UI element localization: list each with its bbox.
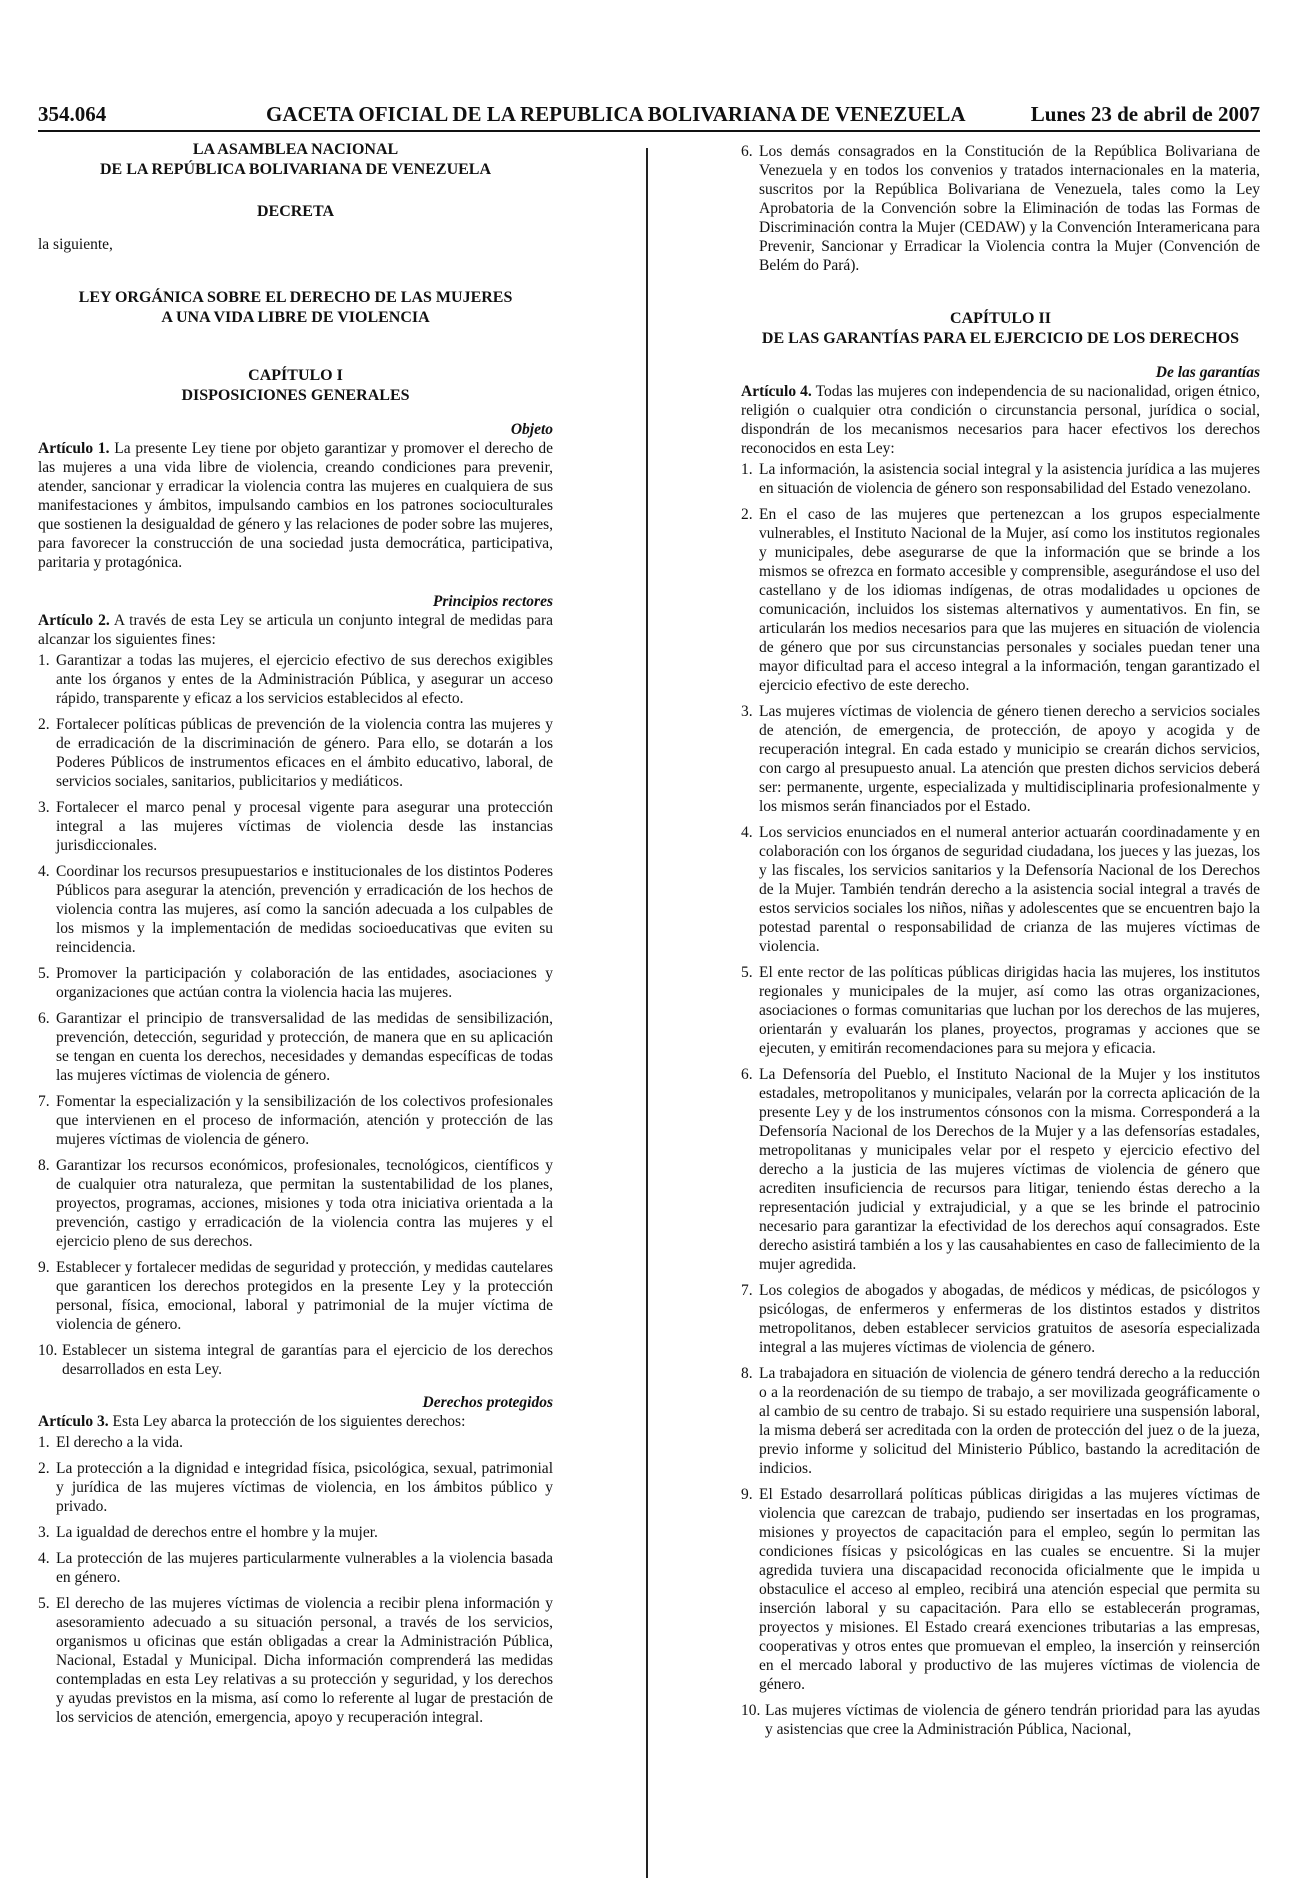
item-text: El Estado desarrollará políticas públicas dirigidas a las mujeres víctimas de violencia que carezcan de trabajo, pudiendo ser insertadas en los programas, misiones y proyectos de capacitación para el empleo, según lo permitan las condiciones físicas y psicológicas en las cuales se encuentre. Si la mujer agredida tuviera una discapacidad reconocida oficialmente que le impida u obstaculice el acceso al empleo, recibirá una atención especial que permita su inserción laboral y su capacitación. Para ello se establecerán programas, proyectos y misiones. El Estado creará exenciones tributarias a las empresas, cooperativas y otros entes que promuevan el empleo, la inserción y reinserción en el mercado laboral y productivo de las mujeres víctimas de violencia de género.	[759, 1486, 1260, 1693]
item-text: Establecer y fortalecer medidas de seguridad y protección, y medidas cautelares que garanticen los derechos protegidos en la presente Ley y la protección personal, física, emocional, laboral y patrimonial de la mujer víctima de violencia de género.	[56, 1259, 553, 1333]
chapter-1-title: DISPOSICIONES GENERALES	[181, 387, 410, 404]
item-number: 2.	[741, 506, 753, 523]
item-number: 7.	[741, 1282, 753, 1299]
item-text: La información, la asistencia social integral y la asistencia jurídica a las mujeres en situación de violencia de género son responsabilidad del Estado venezolano.	[759, 461, 1260, 497]
right-column	[741, 140, 1260, 1746]
left-column	[38, 140, 553, 1734]
la-siguiente-text: la siguiente,	[38, 236, 113, 253]
list-item	[741, 1701, 1260, 1739]
item-number: 1.	[741, 461, 753, 478]
list-item	[38, 1092, 553, 1149]
item-number: 8.	[741, 1365, 753, 1382]
item-number: 1.	[38, 1434, 50, 1451]
article-3-text: Esta Ley abarca la protección de los siguientes derechos:	[112, 1413, 466, 1430]
item-text: Fomentar la especialización y la sensibilización de los colectivos profesionales que intervienen en el proceso de información, atención y protección de las mujeres víctimas de violencia de género.	[56, 1093, 553, 1148]
chapter-2-title: DE LAS GARANTÍAS PARA EL EJERCICIO DE LOS DERECHOS	[761, 330, 1240, 347]
list-item	[38, 715, 553, 791]
article-3-label: Artículo 3.	[38, 1413, 109, 1430]
article-1-label: Artículo 1.	[38, 440, 110, 457]
item-text: La trabajadora en situación de violencia de género tendrá derecho a la reducción o a la reordenación de su tiempo de trabajo, a ser movilizada geográficamente o al cambio de su centro de trabajo. Si su estado requiriere una suspensión laboral, la misma deberá ser acreditada con la orden de protección del juez o de la jueza, previo informe y solicitud del Ministerio Público, bastando la acreditación de indicios.	[759, 1365, 1260, 1477]
item-text: Las mujeres víctimas de violencia de género tienen derecho a servicios sociales de atención, de emergencia, de protección, de apoyo y acogida y de recuperación integral. En cada estado y municipio se crearán dichos servicios, con cargo al presupuesto anual. La atención que presten dichos servicios deberá ser: permanente, urgente, especializada y multidisciplinaria profesionalmente y los mismos serán financiados por el Estado.	[759, 703, 1260, 815]
item-number: 3.	[38, 799, 50, 816]
chapter-2-heading: CAPÍTULO II	[950, 310, 1051, 327]
item-number: 4.	[38, 1550, 50, 1567]
item-text: Los servicios enunciados en el numeral anterior actuarán coordinadamente y en colaboración con los órganos de seguridad ciudadana, los jueces y las juezas, los y las fiscales, los servicios sanitarios y la Defensoría Nacional de los Derechos de la Mujer. También tendrán derecho a la asistencia social integral a través de estos servicios sociales los niños, niñas y adolescentes que se encuentren bajo la potestad parental o responsabilidad de crianza de las mujeres víctimas de violencia.	[759, 824, 1260, 955]
assembly-heading-line2: DE LA REPÚBLICA BOLIVARIANA DE VENEZUELA	[99, 161, 492, 178]
decreta-heading: DECRETA	[256, 203, 335, 220]
chapter-1-heading: CAPÍTULO I	[248, 367, 343, 384]
item-text: Garantizar los recursos económicos, profesionales, tecnológicos, científicos y de cualquier otra naturaleza, que permitan la sustentabilidad de los planes, proyectos, programas, acciones, misiones y toda otra iniciativa orientada a la prevención, castigo y erradicación de la violencia contra las mujeres y el ejercicio pleno de sus derechos.	[56, 1157, 553, 1250]
item-text: La protección a la dignidad e integridad física, psicológica, sexual, patrimonial y jurídica de las mujeres víctimas de violencia, en los ámbitos público y privado.	[56, 1460, 553, 1515]
list-item	[38, 1009, 553, 1085]
gazette-title: GACETA OFICIAL DE LA REPUBLICA BOLIVARIANA DE VENEZUELA	[266, 102, 966, 126]
article-2	[38, 611, 553, 649]
page-number: 354.064	[38, 102, 107, 126]
law-title-line2: A UNA VIDA LIBRE DE VIOLENCIA	[161, 309, 430, 326]
list-item	[741, 823, 1260, 956]
item-number: 10.	[38, 1342, 58, 1359]
item-number: 9.	[38, 1259, 50, 1276]
item-number: 2.	[38, 716, 50, 733]
item-number: 5.	[38, 965, 50, 982]
list-item	[38, 1459, 553, 1516]
item-number: 4.	[38, 863, 50, 880]
article-3	[38, 1412, 553, 1431]
article-2-label: Artículo 2.	[38, 612, 110, 629]
item-text: Establecer un sistema integral de garantías para el ejercicio de los derechos desarrollados en esta Ley.	[62, 1342, 553, 1378]
article-3-heading: Derechos protegidos	[422, 1394, 553, 1411]
item-number: 9.	[741, 1486, 753, 1503]
item-text: En el caso de las mujeres que pertenezcan a los grupos especialmente vulnerables, el Instituto Nacional de la Mujer, así como los institutos regionales y municipales, debe asegurarse de que la información que se brinde a los mismos se ofrezca en formato accesible y comprensible, asegurándose el uso del castellano y de los idiomas indígenas, de otras modalidades u opciones de comunicación, incluidos los sistemas alternativos y aumentativos. En fin, se articularán los medios necesarios para que las mujeres en situación de violencia de género que por sus circunstancias personales y sociales puedan tener una mayor dificultad para el acceso integral a la información, tengan garantizado el ejercicio efectivo de este derecho.	[759, 506, 1260, 694]
list-item	[741, 142, 1260, 275]
list-item	[38, 1523, 553, 1542]
page-header	[38, 100, 1260, 132]
item-text: Garantizar a todas las mujeres, el ejercicio efectivo de sus derechos exigibles ante los órganos y entes de la Administración Pública, y asegurar un acceso rápido, transparente y eficaz a los servicios establecidos al efecto.	[56, 652, 553, 707]
article-4	[741, 382, 1260, 458]
item-number: 7.	[38, 1093, 50, 1110]
item-number: 10.	[741, 1702, 761, 1719]
item-text: La protección de las mujeres particularmente vulnerables a la violencia basada en género.	[56, 1550, 553, 1586]
item-number: 3.	[741, 703, 753, 720]
item-text: Los colegios de abogados y abogadas, de médicos y médicas, de psicólogos y psicólogas, de enfermeros y enfermeras de los distintos estados y distritos metropolitanos, deben establecer servicios gratuitos de asesoría especializada integral a las mujeres víctimas de violencia de género.	[759, 1282, 1260, 1356]
item-text: El derecho de las mujeres víctimas de violencia a recibir plena información y asesoramiento adecuado a su situación personal, a través de los servicios, organismos u oficinas que están obligadas a crear la Administración Pública, Nacional, Estadal y Municipal. Dicha información comprenderá las medidas contempladas en esta Ley relativas a su protección y seguridad, y los derechos y ayudas previstos en la misma, así como lo referente al lugar de prestación de los servicios de atención, emergencia, apoyo y recuperación integral.	[56, 1595, 553, 1726]
item-number: 5.	[741, 964, 753, 981]
assembly-heading-line1: LA ASAMBLEA NACIONAL	[192, 141, 399, 158]
item-text: Promover la participación y colaboración de las entidades, asociaciones y organizaciones que actúan contra la violencia hacia las mujeres.	[56, 965, 553, 1001]
item-text: Coordinar los recursos presupuestarios e institucionales de los distintos Poderes Públicos para asegurar la atención, prevención y erradicación de los hechos de violencia contra las mujeres, así como la sanción adecuada a los culpables de los mismos y la implementación de medidas socioeducativas que eviten su reincidencia.	[56, 863, 553, 956]
list-item	[38, 1433, 553, 1452]
article-2-heading: Principios rectores	[432, 593, 553, 610]
item-text: Fortalecer el marco penal y procesal vigente para asegurar una protección integral a las mujeres víctimas de violencia desde las instancias jurisdiccionales.	[56, 799, 553, 854]
item-number: 5.	[38, 1595, 50, 1612]
list-item	[38, 1258, 553, 1334]
list-item	[38, 798, 553, 855]
list-item	[38, 1341, 553, 1379]
article-1-text: La presente Ley tiene por objeto garantizar y promover el derecho de las mujeres a una vida libre de violencia, creando condiciones para prevenir, atender, sancionar y erradicar la violencia contra las mujeres en cualquiera de sus manifestaciones y ámbitos, impulsando cambios en los patrones socioculturales que sostienen la desigualdad de género y las relaciones de poder sobre las mujeres, para favorecer la construcción de una sociedad justa democrática, participativa, paritaria y protagónica.	[38, 440, 553, 571]
item-text: El derecho a la vida.	[56, 1434, 183, 1451]
item-text: La Defensoría del Pueblo, el Instituto Nacional de la Mujer y los institutos estadales, metropolitanos y municipales, velarán por la correcta aplicación de la presente Ley y de los instrumentos cónsonos con la misma. Corresponderá a la Defensoría Nacional de los Derechos de la Mujer y a las defensorías estadales, metropolitanas y municipales velar por el respeto y ejercicio efectivo del derecho a la justicia de las mujeres víctimas de violencia de género que acrediten insuficiencia de recursos para litigar, teniendo éstas derecho a la representación judicial y extrajudicial, y a que se les brinde el patrocinio necesario para garantizar la efectividad de los derechos aquí consagrados. Este derecho asistirá también a los y las causahabientes en caso de fallecimiento de la mujer agredida.	[759, 1066, 1260, 1273]
list-item	[741, 963, 1260, 1058]
article-1	[38, 439, 553, 572]
law-title-line1: LEY ORGÁNICA SOBRE EL DERECHO DE LAS MUJERES	[78, 289, 513, 306]
article-4-list	[741, 460, 1260, 1739]
list-item	[38, 651, 553, 708]
list-item	[38, 862, 553, 957]
article-1-heading: Objeto	[510, 421, 553, 438]
list-item	[38, 1594, 553, 1727]
issue-date: Lunes 23 de abril de 2007	[1030, 102, 1260, 126]
article-3-list	[38, 1433, 553, 1727]
item-number: 6.	[38, 1010, 50, 1027]
column-divider	[646, 148, 648, 1878]
item-number: 2.	[38, 1460, 50, 1477]
list-item	[741, 505, 1260, 695]
item-text: Las mujeres víctimas de violencia de género tendrán prioridad para las ayudas y asistencias que cree la Administración Pública, Nacional,	[765, 1702, 1260, 1738]
item-number: 6.	[741, 1066, 753, 1083]
list-item	[741, 1364, 1260, 1478]
list-item	[741, 1065, 1260, 1274]
item-text: La igualdad de derechos entre el hombre y la mujer.	[56, 1524, 378, 1541]
item-number: 4.	[741, 824, 753, 841]
list-item	[38, 1156, 553, 1251]
article-2-list	[38, 651, 553, 1379]
list-item	[38, 1549, 553, 1587]
article-4-text: Todas las mujeres con independencia de su nacionalidad, origen étnico, religión o cualquier otra condición o circunstancia personal, jurídica o social, dispondrán de los mecanismos necesarios para hacer efectivos los derechos reconocidos en esta Ley:	[741, 383, 1260, 457]
item-number: 8.	[38, 1157, 50, 1174]
list-item	[741, 1281, 1260, 1357]
item-text: Garantizar el principio de transversalidad de las medidas de sensibilización, prevención, detección, seguridad y protección, de manera que en su aplicación se tengan en cuenta los derechos, necesidades y demandas específicas de todas las mujeres víctimas de violencia de género.	[56, 1010, 553, 1084]
article-3-list-continued	[741, 142, 1260, 275]
list-item	[741, 1485, 1260, 1694]
item-number: 6.	[741, 143, 753, 160]
item-text: Los demás consagrados en la Constitución de la República Bolivariana de Venezuela y en todos los convenios y tratados internacionales en la materia, suscritos por la República Bolivariana de Venezuela, tales como la Ley Aprobatoria de la Convención sobre la Eliminación de todas las Formas de Discriminación contra la Mujer (CEDAW) y la Convención Interamericana para Prevenir, Sancionar y Erradicar la Violencia contra la Mujer (Convención de Belém do Pará).	[759, 143, 1260, 274]
item-text: Fortalecer políticas públicas de prevención de la violencia contra las mujeres y de erradicación de la discriminación de género. Para ello, se dotarán a los Poderes Públicos de instrumentos eficaces en el ámbito educativo, laboral, de servicios sociales, sanitarios, publicitarios y mediáticos.	[56, 716, 553, 790]
article-2-text: A través de esta Ley se articula un conjunto integral de medidas para alcanzar los siguientes fines:	[38, 612, 554, 648]
item-text: El ente rector de las políticas públicas dirigidas hacia las mujeres, los institutos regionales y municipales de la mujer, así como las otras organizaciones, asociaciones o formas comunitarias que luchan por los derechos de las mujeres, orientarán y evaluarán los planes, proyectos, programas y acciones que se ejecuten, y emitirán recomendaciones para su mejora y eficacia.	[759, 964, 1260, 1057]
article-4-label: Artículo 4.	[741, 383, 812, 400]
item-number: 3.	[38, 1524, 50, 1541]
list-item	[741, 702, 1260, 816]
list-item	[38, 964, 553, 1002]
list-item	[741, 460, 1260, 498]
item-number: 1.	[38, 652, 50, 669]
article-4-heading: De las garantías	[1155, 364, 1260, 381]
